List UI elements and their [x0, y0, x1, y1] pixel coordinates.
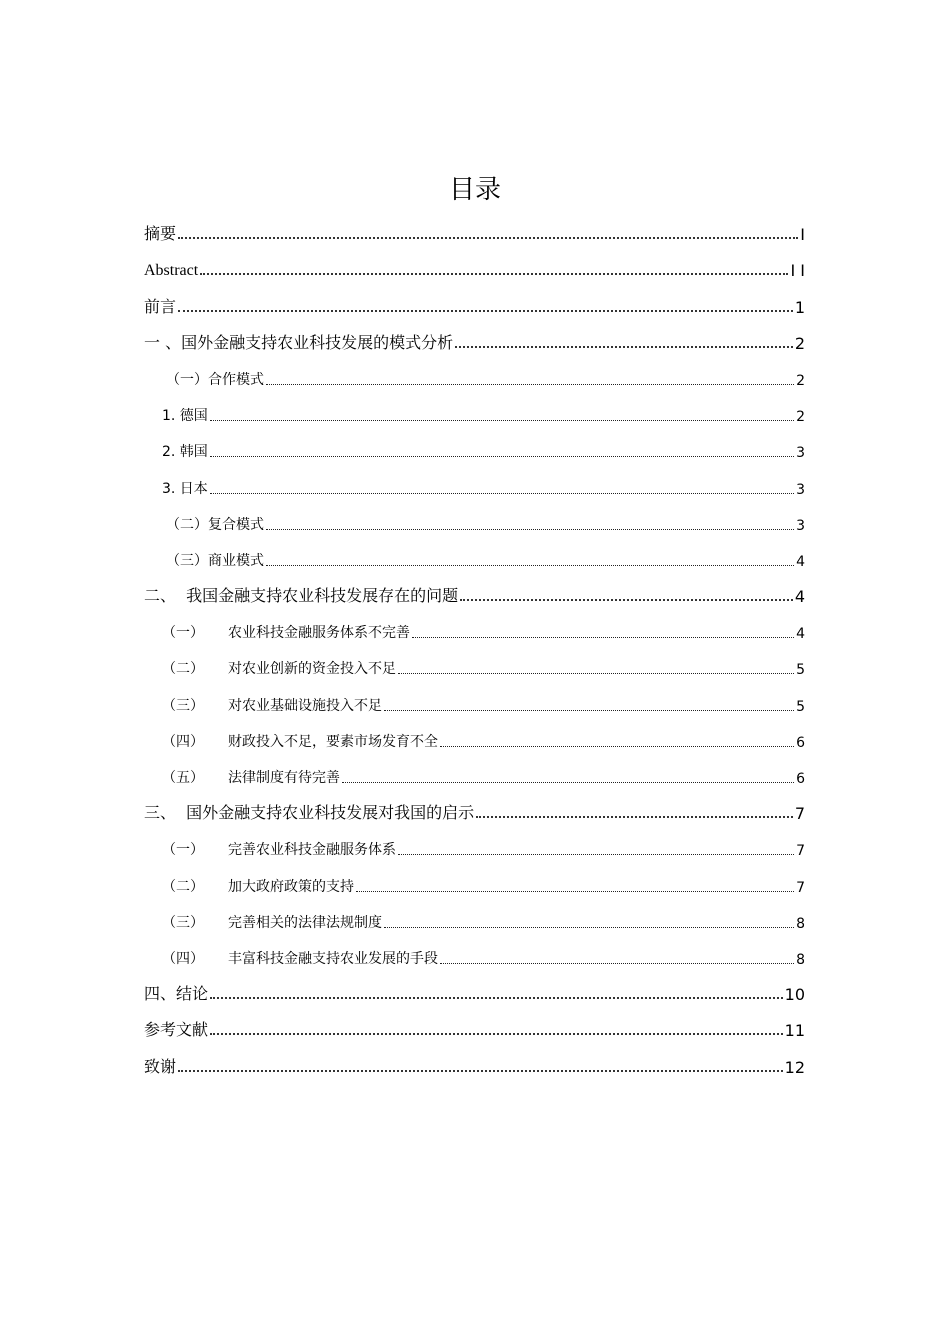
toc-entry-section-3-1[interactable]: [144, 829, 805, 865]
toc-entry-text: 丰富科技金融支持农业发展的手段: [228, 950, 438, 967]
toc-entry-text: 一 、国外金融支持农业科技发展的模式分析: [144, 332, 454, 352]
toc-entry-section-2-3[interactable]: [144, 684, 805, 720]
dot-leader: [210, 997, 783, 999]
dot-leader: [384, 710, 794, 711]
dot-leader: [266, 529, 794, 530]
toc-entry-text: 四、结论: [144, 984, 209, 1004]
dot-leader: [412, 637, 794, 638]
toc-entry-label: （四）: [162, 733, 204, 750]
toc-entry-page: 3: [796, 481, 805, 498]
dot-leader: [384, 927, 794, 928]
toc-title: 目录: [448, 175, 501, 205]
toc-entry-section-3-3[interactable]: [144, 902, 805, 938]
toc-entry-text: Abstract: [144, 262, 199, 280]
toc-entry-text: 对农业基础设施投入不足: [228, 697, 382, 714]
toc-entry-chapter-4[interactable]: [144, 974, 805, 1010]
toc-entry-label: （五）: [162, 770, 204, 786]
dot-leader: [476, 816, 793, 818]
dot-leader: [398, 854, 794, 855]
toc-entry-section-1-3[interactable]: [144, 540, 805, 576]
toc-entry-item-korea[interactable]: [144, 431, 805, 467]
toc-entry-text: 完善农业科技金融服务体系: [228, 842, 396, 859]
toc-entry-page: 7: [794, 804, 805, 824]
toc-entry-page: 8: [796, 951, 805, 968]
dot-leader: [356, 891, 794, 892]
dot-leader: [210, 1033, 783, 1035]
dot-leader: [440, 746, 794, 747]
toc-entry-section-2-1[interactable]: [144, 612, 805, 648]
toc-entry-page: I I: [790, 261, 805, 281]
toc-entry-text: 法律制度有待完善: [228, 770, 340, 786]
dot-leader: [398, 673, 794, 674]
toc-entry-page: 2: [796, 409, 805, 426]
toc-entry-text: 三、 国外金融支持农业科技发展对我国的启示: [144, 803, 475, 823]
toc-entry-page: 3: [796, 445, 805, 462]
dot-leader: [460, 599, 793, 601]
toc-entry-page: 12: [784, 1057, 805, 1077]
toc-entry-chapter-2[interactable]: [144, 576, 805, 612]
toc-entry-section-1-2[interactable]: [144, 504, 805, 540]
toc-entry-text: 摘要: [144, 224, 177, 244]
toc-entry-label: （二）: [162, 661, 204, 678]
toc-entry-label: （一）: [162, 625, 204, 642]
toc-entry-page: 8: [796, 915, 805, 932]
dot-leader: [455, 346, 793, 348]
toc-entry-page: I: [800, 225, 805, 245]
toc-entry-text: 参考文献: [144, 1020, 209, 1040]
toc-entry-section-2-4[interactable]: [144, 721, 805, 757]
dot-leader: [440, 963, 794, 964]
toc-entry-text: （一）合作模式: [166, 371, 264, 388]
toc-entry-section-1-1[interactable]: [144, 359, 805, 395]
toc-entry-item-germany[interactable]: [144, 395, 805, 431]
toc-entry-abstract-en[interactable]: [144, 250, 805, 286]
toc-entry-text: （三）商业模式: [166, 552, 264, 569]
toc-entry-section-3-2[interactable]: [144, 865, 805, 901]
toc-entry-page: 1: [794, 297, 805, 317]
toc-entry-label: （二）: [162, 878, 204, 895]
dot-leader: [178, 237, 798, 239]
dot-leader: [210, 456, 794, 457]
toc-entry-page: 11: [784, 1021, 805, 1041]
toc-entry-text: 二、 我国金融支持农业科技发展存在的问题: [144, 586, 459, 606]
toc-entry-text: 农业科技金融服务体系不完善: [228, 625, 410, 642]
toc-entry-acknowledgements[interactable]: [144, 1046, 805, 1082]
toc-entry-page: 4: [796, 553, 805, 570]
toc-entry-page: 5: [796, 698, 805, 715]
dot-leader: [178, 310, 793, 312]
toc-entry-page: 10: [784, 985, 805, 1005]
toc-entry-text: 财政投入不足，要素市场发育不全: [228, 733, 438, 750]
dot-leader: [200, 273, 788, 275]
toc-entry-page: 5: [796, 662, 805, 679]
toc-entry-item-japan[interactable]: [144, 467, 805, 503]
toc-entry-text: 1. 德国: [162, 408, 208, 425]
toc-entry-text: 3. 日本: [162, 480, 208, 497]
toc-entry-text: 2. 韩国: [162, 444, 208, 461]
toc-entry-text: 完善相关的法律法规制度: [228, 914, 382, 931]
dot-leader: [266, 384, 794, 385]
toc-entry-references[interactable]: [144, 1010, 805, 1046]
toc-entry-page: 2: [796, 372, 805, 389]
toc-entry-page: 6: [796, 771, 805, 787]
toc-entry-preface[interactable]: [144, 286, 805, 322]
dot-leader: [210, 493, 794, 494]
toc-entry-label: （一）: [162, 842, 204, 859]
toc-entry-chapter-1[interactable]: [144, 323, 805, 359]
dot-leader: [266, 565, 794, 566]
toc-entry-text: 前言: [144, 296, 177, 316]
toc-entry-page: 6: [796, 734, 805, 751]
toc-entry-section-3-4[interactable]: [144, 938, 805, 974]
toc-entry-text: 对农业创新的资金投入不足: [228, 661, 396, 678]
toc-entry-label: （四）: [162, 950, 204, 967]
dot-leader: [342, 782, 794, 783]
dot-leader: [178, 1070, 783, 1072]
toc-entry-text: 致谢: [144, 1056, 177, 1076]
toc-entry-page: 4: [794, 587, 805, 607]
toc-entry-section-2-5[interactable]: [144, 757, 805, 793]
dot-leader: [210, 420, 794, 421]
toc-entry-page: 7: [796, 843, 805, 860]
toc-entry-chapter-3[interactable]: [144, 793, 805, 829]
table-of-contents: [144, 214, 805, 1083]
toc-entry-abstract-cn[interactable]: [144, 214, 805, 250]
toc-entry-page: 4: [796, 626, 805, 643]
toc-entry-label: （三）: [162, 914, 204, 931]
toc-entry-label: （三）: [162, 697, 204, 714]
toc-entry-section-2-2[interactable]: [144, 648, 805, 684]
toc-entry-page: 3: [796, 517, 805, 534]
toc-entry-page: 2: [794, 333, 805, 353]
toc-entry-page: 7: [796, 879, 805, 896]
toc-entry-text: 加大政府政策的支持: [228, 878, 354, 895]
toc-entry-text: （二）复合模式: [166, 516, 264, 533]
